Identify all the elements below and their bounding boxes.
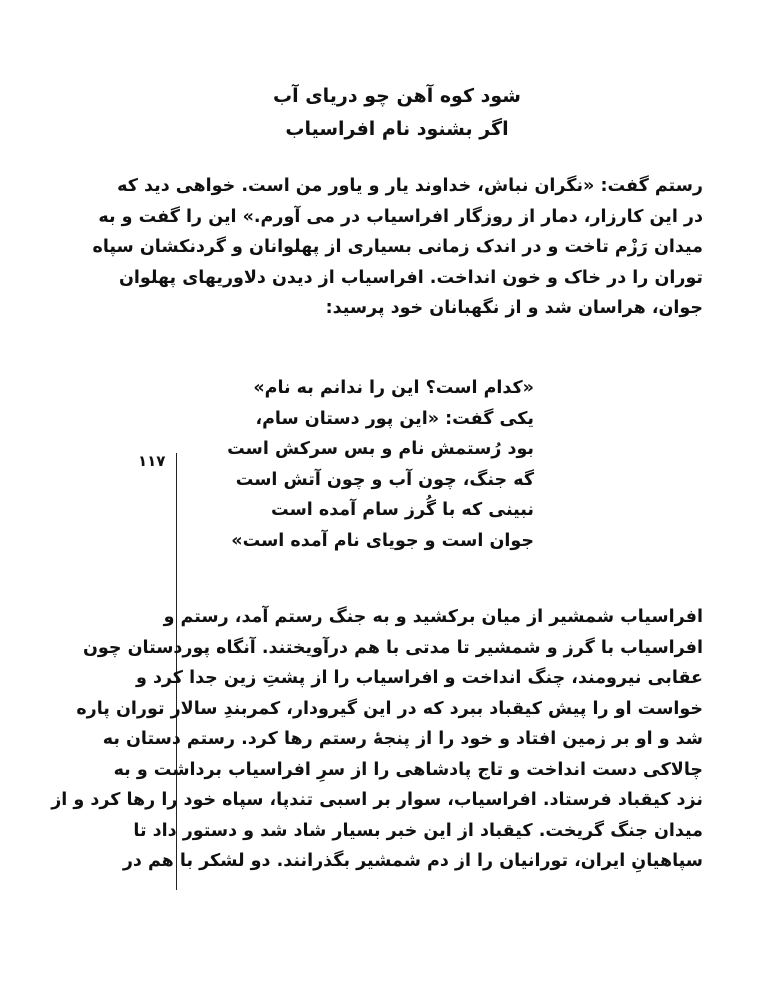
- paragraph-2-line: نزد کیقباد فرستاد. افراسیاب، سوار بر اسبی تندپا، سپاه خود را رها کرد و از: [51, 790, 703, 810]
- paragraph-2: [51, 602, 703, 877]
- couplet-line-1: شود کوه آهن چو دریای آب: [273, 85, 521, 107]
- page-number: ۱۱۷: [138, 452, 166, 470]
- paragraph-2-line: میدان جنگ گریخت. کیقباد از این خبر بسیار شاد شد و دستور داد تا: [133, 820, 703, 841]
- paragraph-1: [92, 171, 703, 324]
- paragraph-1-line: جوان، هراسان شد و از نگهبانان خود پرسید:: [325, 298, 703, 318]
- paragraph-2-line: سپاهیانِ ایران، تورانیان را از دم شمشیر بگذرانند. دو لشکر با هم در: [122, 851, 703, 871]
- paragraph-2-line: خواست او را پیش کیقباد ببرد که در این گیرودار، کمربندِ سالار توران پاره: [76, 698, 703, 719]
- paragraph-1-line: رستم گفت: «نگران نباش، خداوند یار و یاور من است. خواهی دید که: [117, 176, 703, 196]
- poem-verse: جوان است و جویای نام آمده است»: [231, 530, 534, 551]
- paragraph-2-line: عقابی نیرومند، چنگ انداخت و افراسیاب را از پشتِ زین جدا کرد و: [135, 668, 703, 688]
- poem-block: [227, 373, 534, 556]
- paragraph-1-line: توران را در خاک و خون انداخت. افراسیاب از دیدن دلاوریهای پهلوان: [118, 267, 703, 288]
- poem-verse: بود رُستمش نام و بس سرکش است: [227, 439, 534, 459]
- paragraph-2-line: افراسیاب شمشیر از میان برکشید و به جنگ رستم آمد، رستم و: [163, 607, 703, 627]
- poem-verse: نبینی که با گُرز سام آمده است: [271, 500, 534, 520]
- poem-verse: گه جنگ، چون آب و چون آتش است: [235, 469, 534, 490]
- paragraph-2-line: افراسیاب با گرز و شمشیر تا مدتی با هم درآویختند. آنگاه پوردستان چون: [82, 637, 703, 658]
- paragraph-2-line: شد و او بر زمین افتاد و خود را از پنجهٔ رستم رها کرد. رستم دستان به: [102, 729, 703, 749]
- couplet-line-2: اگر بشنود نام افراسیاب: [285, 118, 509, 140]
- paragraph-1-line: میدان رَزْم تاخت و در اندک زمانی بسیاری از پهلوانان و گردنکشان سپاه: [92, 237, 703, 257]
- opening-couplet: [247, 80, 547, 146]
- poem-verse: «کدام است؟ این را ندانم به نام»: [253, 378, 534, 398]
- paragraph-2-line: چالاکی دست انداخت و تاج پادشاهی را از سرِ افراسیاب برداشت و به: [113, 759, 703, 780]
- poem-verse: یکی گفت: «این پور دستان سام،: [255, 408, 534, 429]
- paragraph-1-line: در این کارزار، دمار از روزگار افراسیاب در می آورم.» این را گفت و به: [98, 206, 703, 227]
